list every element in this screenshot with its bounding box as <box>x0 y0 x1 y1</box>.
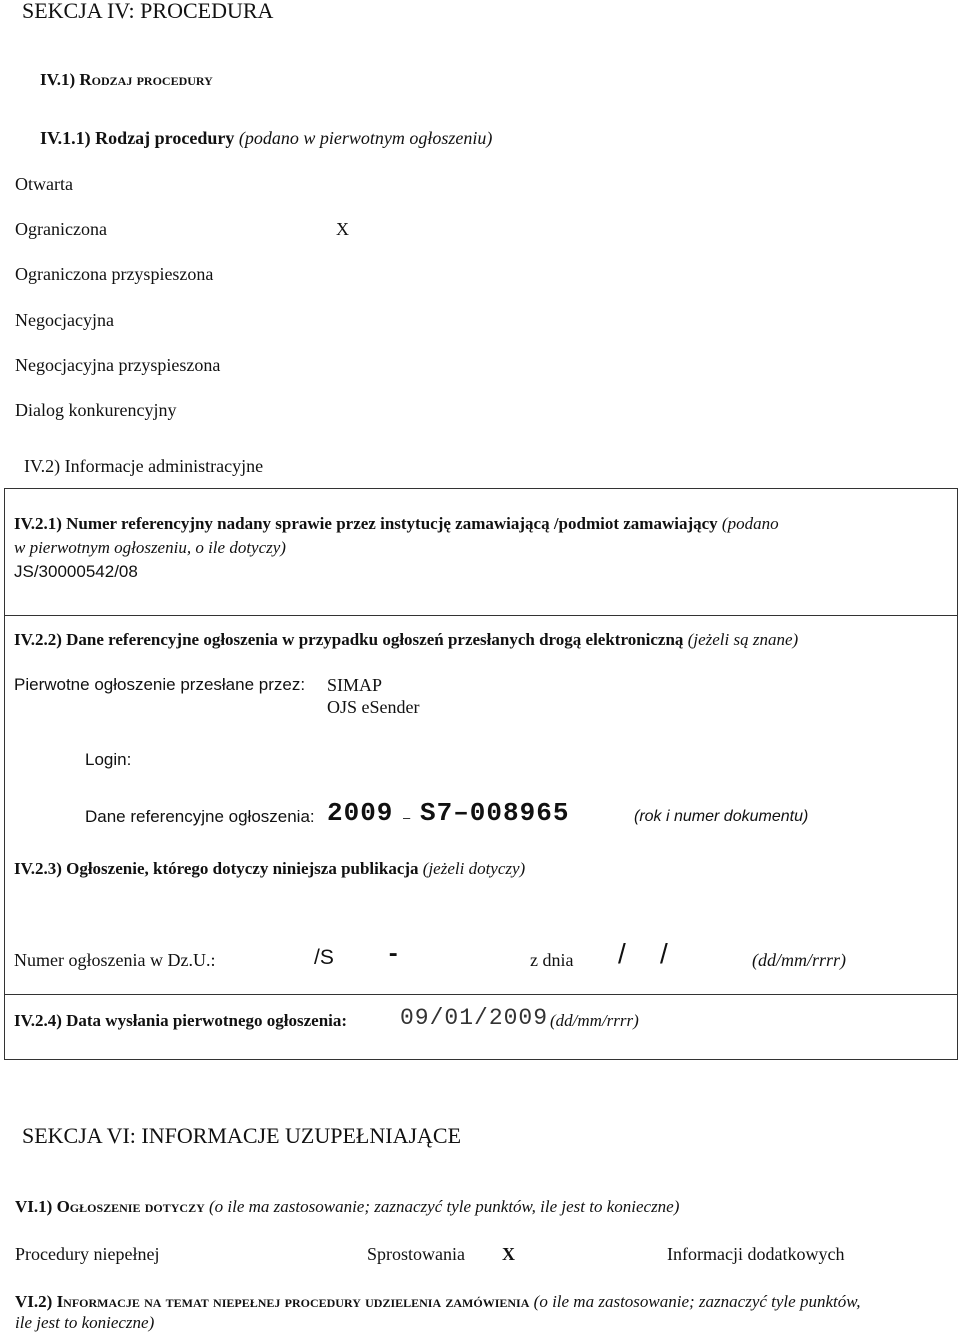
iv11-label: IV.1.1) Rodzaj procedury <box>40 128 239 148</box>
iv21-note-a: (podano <box>721 514 779 533</box>
administrative-info-box <box>4 488 958 1060</box>
procedure-type-label: Otwarta <box>15 174 73 194</box>
iv11-note: (podano w pierwotnym ogłoszeniu) <box>238 128 493 148</box>
ref-data-label: Dane referencyjne ogłoszenia: <box>85 807 315 826</box>
dzu-series: /S <box>314 946 334 969</box>
procedure-type-label: Negocjacyjna przyspieszona <box>15 355 221 375</box>
dzu-dash: - <box>386 942 401 969</box>
vi2-note-b: ile jest to konieczne) <box>15 1313 155 1332</box>
vi2-note-a: (o ile ma zastosowanie; zaznaczyć tyle punktów, <box>529 1292 861 1311</box>
iv24-date-format: (dd/mm/rrrr) <box>550 1011 639 1030</box>
sent-by-option-esender: OJS eSender <box>327 697 420 717</box>
option-corrections: Sprostowania <box>367 1244 465 1264</box>
iv24-label: IV.2.4) Data wysłania pierwotnego ogłoszenia: <box>14 1011 348 1030</box>
iv21-heading <box>14 514 779 534</box>
box-divider <box>4 994 957 995</box>
procedure-type-label: Dialog konkurencyjny <box>15 400 177 420</box>
option-incomplete-procedure: Procedury niepełnej <box>15 1244 160 1264</box>
iv23-heading <box>14 859 525 879</box>
iv21-label: IV.2.1) Numer referencyjny nadany sprawie przez instytucję zamawiającą /podmiot zamawiający <box>14 514 722 533</box>
vi1-number: VI.1) <box>15 1197 57 1216</box>
iv22-label: IV.2.2) Dane referencyjne ogłoszenia w przypadku ogłoszeń przesłanych drogą elektroniczną <box>14 630 688 649</box>
reference-number: JS/30000542/08 <box>14 562 138 581</box>
iv22-note: (jeżeli są znane) <box>687 630 799 649</box>
section-vi-title: SEKCJA VI: INFORMACJE UZUPEŁNIAJĄCE <box>22 1123 462 1148</box>
iv11-heading <box>40 128 492 149</box>
vi1-heading <box>15 1197 679 1217</box>
login-label: Login: <box>85 750 132 769</box>
procedure-type-mark: X <box>336 219 349 239</box>
vi2-number: VI.2) <box>15 1292 57 1311</box>
ref-note: (rok i numer dokumentu) <box>634 808 809 825</box>
iv2-heading: IV.2) Informacje administracyjne <box>24 456 264 476</box>
iv21-note-b: w pierwotnym ogłoszeniu, o ile dotyczy) <box>14 538 286 557</box>
procedure-type-label: Ograniczona <box>15 219 107 239</box>
dzu-date-slash: / <box>660 938 668 969</box>
dzu-date-format: (dd/mm/rrrr) <box>752 950 847 970</box>
option-corrections-mark: X <box>502 1244 515 1264</box>
procedure-type-label: Ograniczona przyspieszona <box>15 264 214 284</box>
vi1-title: Ogłoszenie dotyczy <box>56 1197 205 1216</box>
iv1-title: Rodzaj procedury <box>79 70 213 89</box>
section-iv-title: SEKCJA IV: PROCEDURA <box>22 0 274 23</box>
dzu-date-slash: / <box>618 938 626 969</box>
ref-number: S7–008965 <box>420 798 570 828</box>
procedure-type-label: Negocjacyjna <box>15 310 114 330</box>
sent-by-option-simap: SIMAP <box>327 675 383 695</box>
ref-separator: – <box>403 810 411 825</box>
iv23-note: (jeżeli dotyczy) <box>422 859 526 878</box>
dzu-date-label: z dnia <box>530 950 574 970</box>
iv24-date-value: 09/01/2009 <box>400 1005 549 1031</box>
box-divider <box>4 615 957 616</box>
dzu-label: Numer ogłoszenia w Dz.U.: <box>14 950 216 970</box>
sent-by-label: Pierwotne ogłoszenie przesłane przez: <box>14 675 306 694</box>
iv1-heading <box>40 70 213 90</box>
vi2-heading <box>15 1292 861 1312</box>
vi1-note: (o ile ma zastosowanie; zaznaczyć tyle punktów, ile jest to konieczne) <box>204 1197 680 1216</box>
ref-year: 2009 <box>327 798 394 828</box>
option-additional-info: Informacji dodatkowych <box>667 1244 845 1264</box>
vi2-title: Informacje na temat niepełnej procedury udzielenia zamówienia <box>56 1292 530 1311</box>
iv23-label: IV.2.3) Ogłoszenie, którego dotyczy niniejsza publikacja <box>14 859 423 878</box>
iv1-number: IV.1) <box>40 70 80 89</box>
iv22-heading <box>14 630 798 650</box>
